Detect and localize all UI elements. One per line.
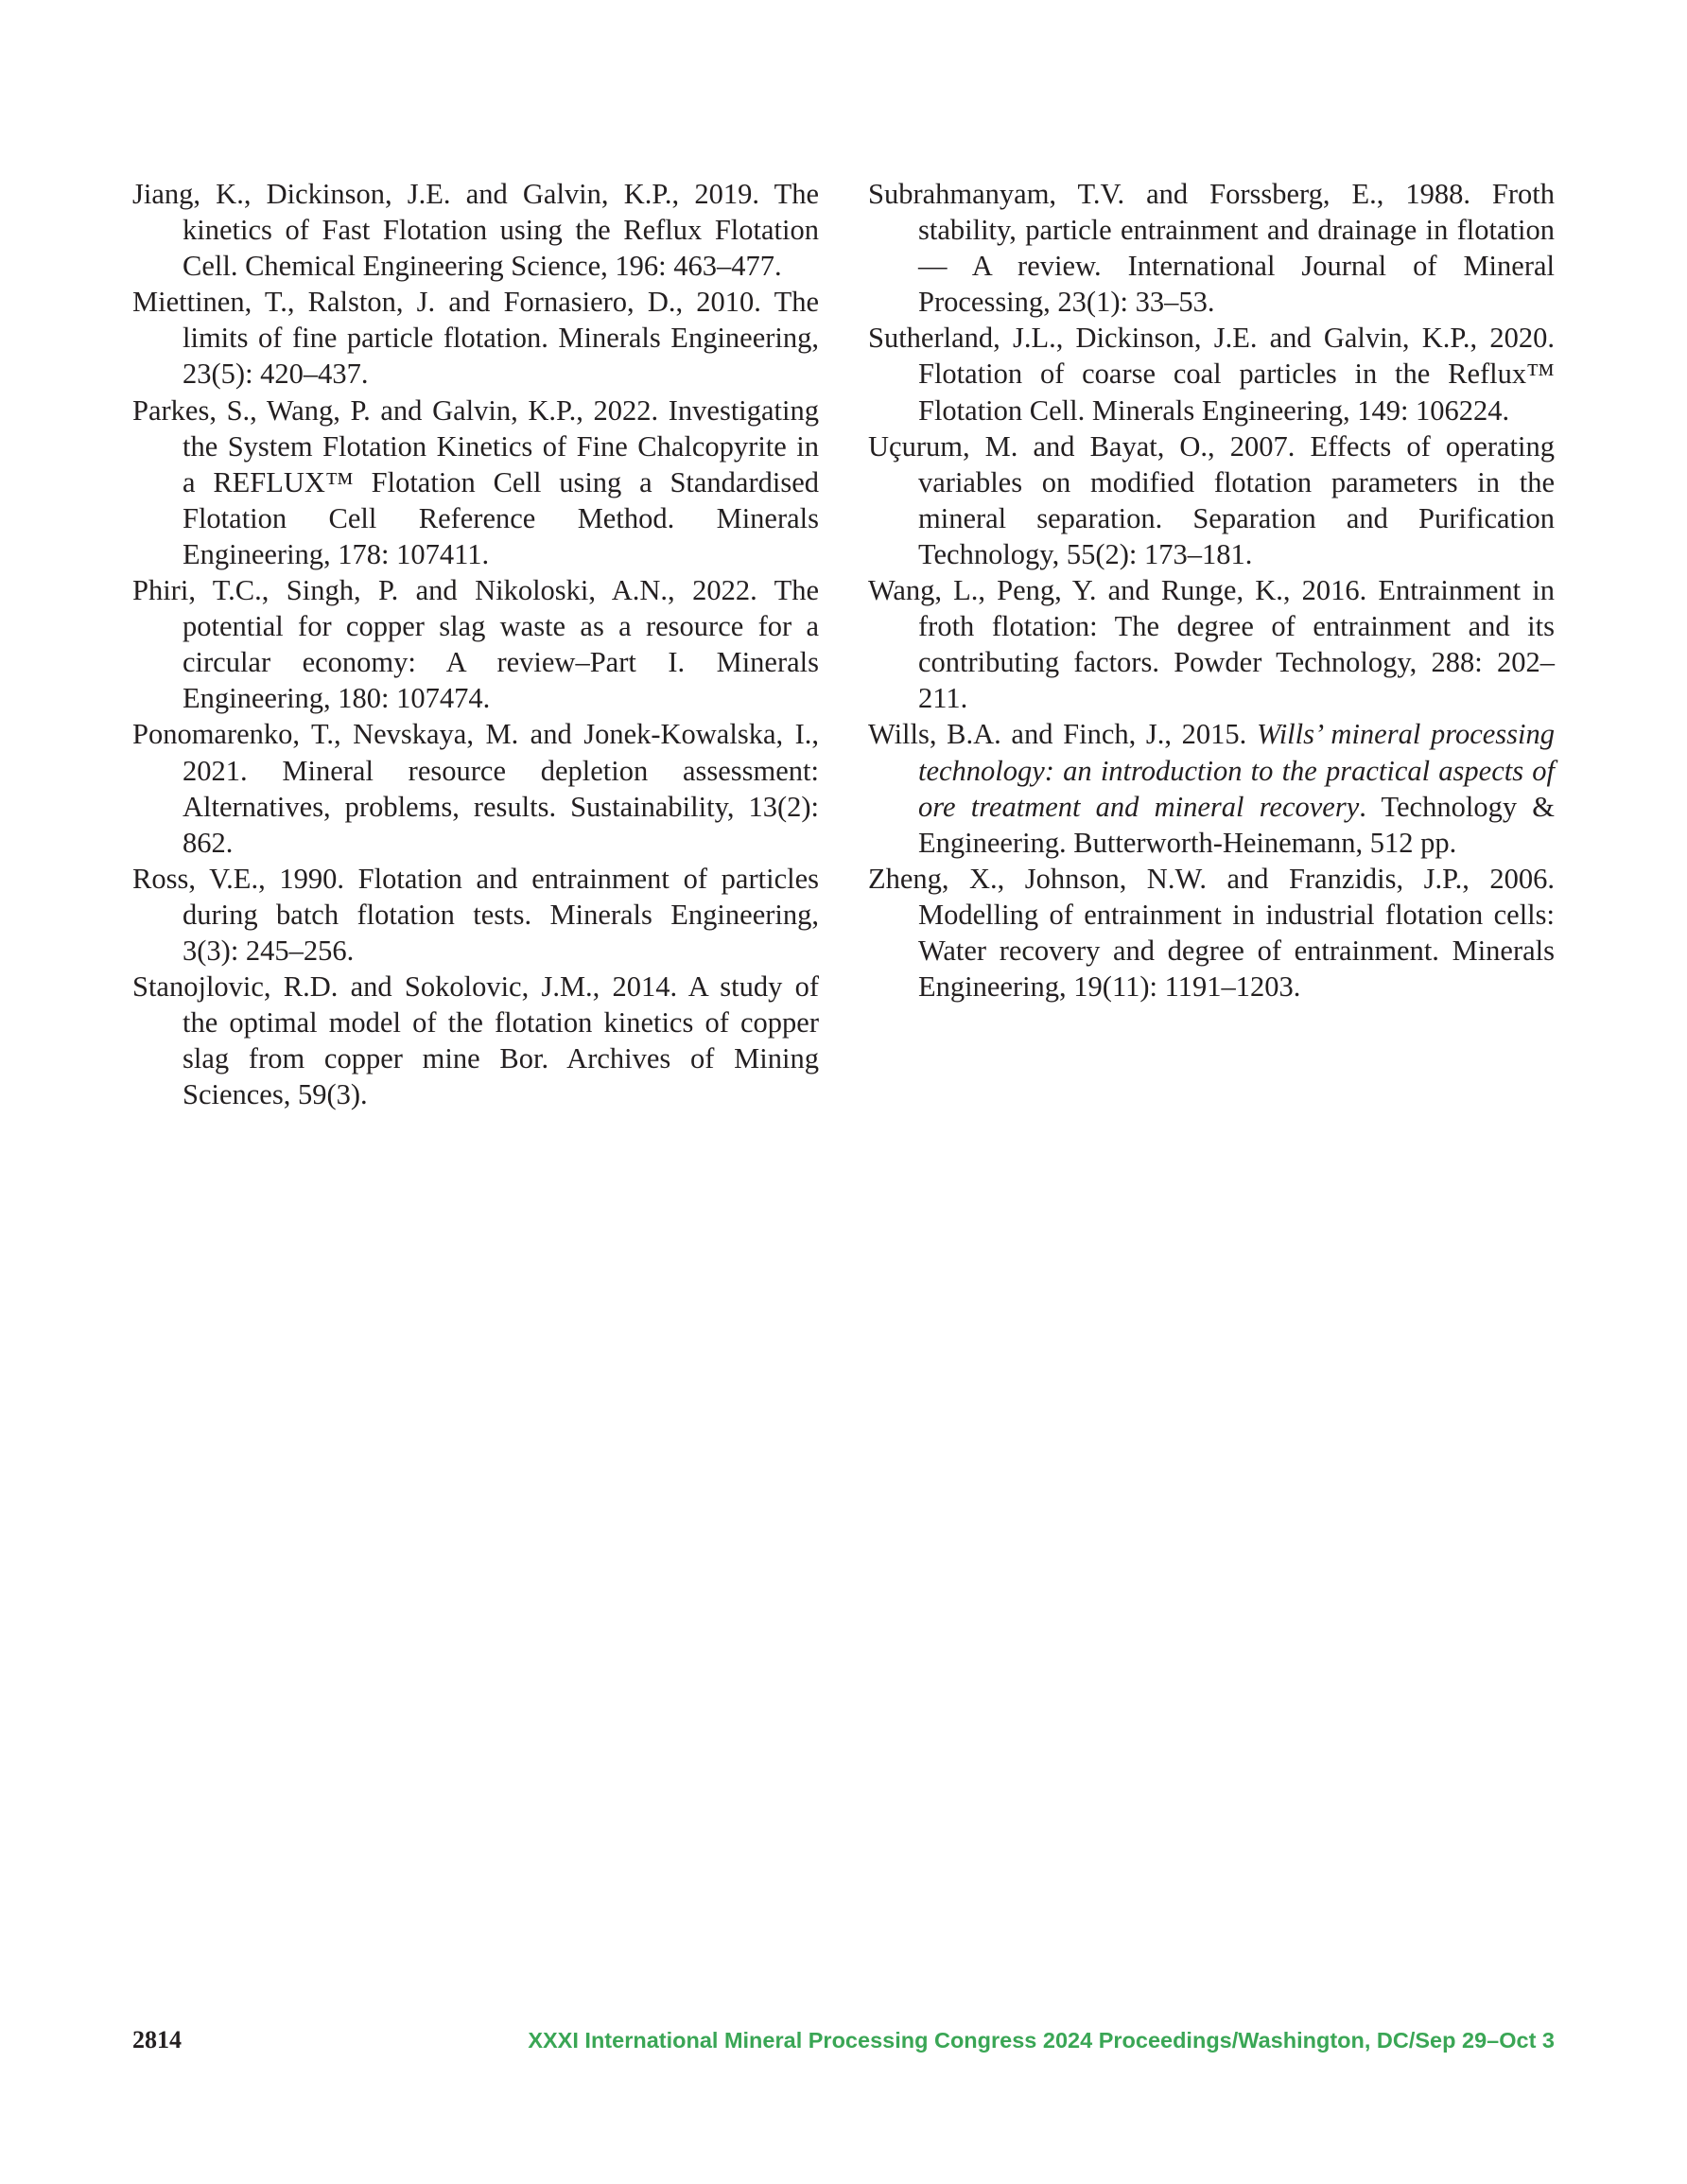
reference-entry: Sutherland, J.L., Dickinson, J.E. and Galvin, K.P., 2020. Flotation of coarse coal particles in the Reflux™ Flotation Cell. Minerals Engineering, 149: 106224. <box>868 322 1555 427</box>
reference-entry: Wang, L., Peng, Y. and Runge, K., 2016. Entrainment in froth flotation: The degree of entrainment and its contributing factors. Powder Technology, 288: 202–211. <box>868 574 1555 715</box>
reference-book-title: Wills’ mineral processing technology: an introduction to the practical aspects of ore treatment and mineral recovery <box>918 718 1555 823</box>
reference-column-right <box>868 176 1555 1005</box>
reference-entry: Stanojlovic, R.D. and Sokolovic, J.M., 2014. A study of the optimal model of the flotation kinetics of copper slag from copper mine Bor. Archives of Mining Sciences, 59(3). <box>132 970 819 1111</box>
reference-entry: Ross, V.E., 1990. Flotation and entrainment of particles during batch flotation tests. Minerals Engineering, 3(3): 245–256. <box>132 862 819 967</box>
reference-entry <box>868 716 1555 860</box>
page-footer <box>132 2026 1555 2064</box>
reference-entry: Zheng, X., Johnson, N.W. and Franzidis, J.P., 2006. Modelling of entrainment in industrial flotation cells: Water recovery and degree of entrainment. Minerals Engineering, 19(11): 1191–1203. <box>868 862 1555 1004</box>
reference-entry: Phiri, T.C., Singh, P. and Nikoloski, A.N., 2022. The potential for copper slag waste as a resource for a circular economy: A review–Part I. Minerals Engineering, 180: 107474. <box>132 574 819 715</box>
reference-entry: Subrahmanyam, T.V. and Forssberg, E., 1988. Froth stability, particle entrainment and drainage in flotation — A review. International Journal of Mineral Processing, 23(1): 33–53. <box>868 178 1555 319</box>
reference-authors: Wills, B.A. and Finch, J., 2015. <box>868 718 1257 751</box>
reference-publisher: . Technology & Engineering. Butterworth-Heinemann, 512 pp. <box>918 790 1555 859</box>
page-number: 2814 <box>132 2026 182 2053</box>
running-head: XXXI International Mineral Processing Congress 2024 Proceedings/Washington, DC/Sep 29–Oct 3 <box>528 2028 1555 2053</box>
reference-entry: Miettinen, T., Ralston, J. and Fornasiero, D., 2010. The limits of fine particle flotation. Minerals Engineering, 23(5): 420–437. <box>132 286 819 391</box>
reference-entry: Parkes, S., Wang, P. and Galvin, K.P., 2022. Investigating the System Flotation Kinetics of Fine Chalcopyrite in a REFLUX™ Flotation Cell using a Standardised Flotation Cell Reference Method. Minerals Engineering, 178: 107411. <box>132 393 819 570</box>
reference-entry: Jiang, K., Dickinson, J.E. and Galvin, K.P., 2019. The kinetics of Fast Flotation using the Reflux Flotation Cell. Chemical Engineering Science, 196: 463–477. <box>132 178 819 283</box>
reference-column-left <box>132 176 819 1112</box>
reference-entry: Uçurum, M. and Bayat, O., 2007. Effects of operating variables on modified flotation parameters in the mineral separation. Separation and Purification Technology, 55(2): 173–181. <box>868 429 1555 570</box>
reference-entry: Ponomarenko, T., Nevskaya, M. and Jonek-Kowalska, I., 2021. Mineral resource depletion assessment: Alternatives, problems, results. Sustainability, 13(2): 862. <box>132 718 819 859</box>
